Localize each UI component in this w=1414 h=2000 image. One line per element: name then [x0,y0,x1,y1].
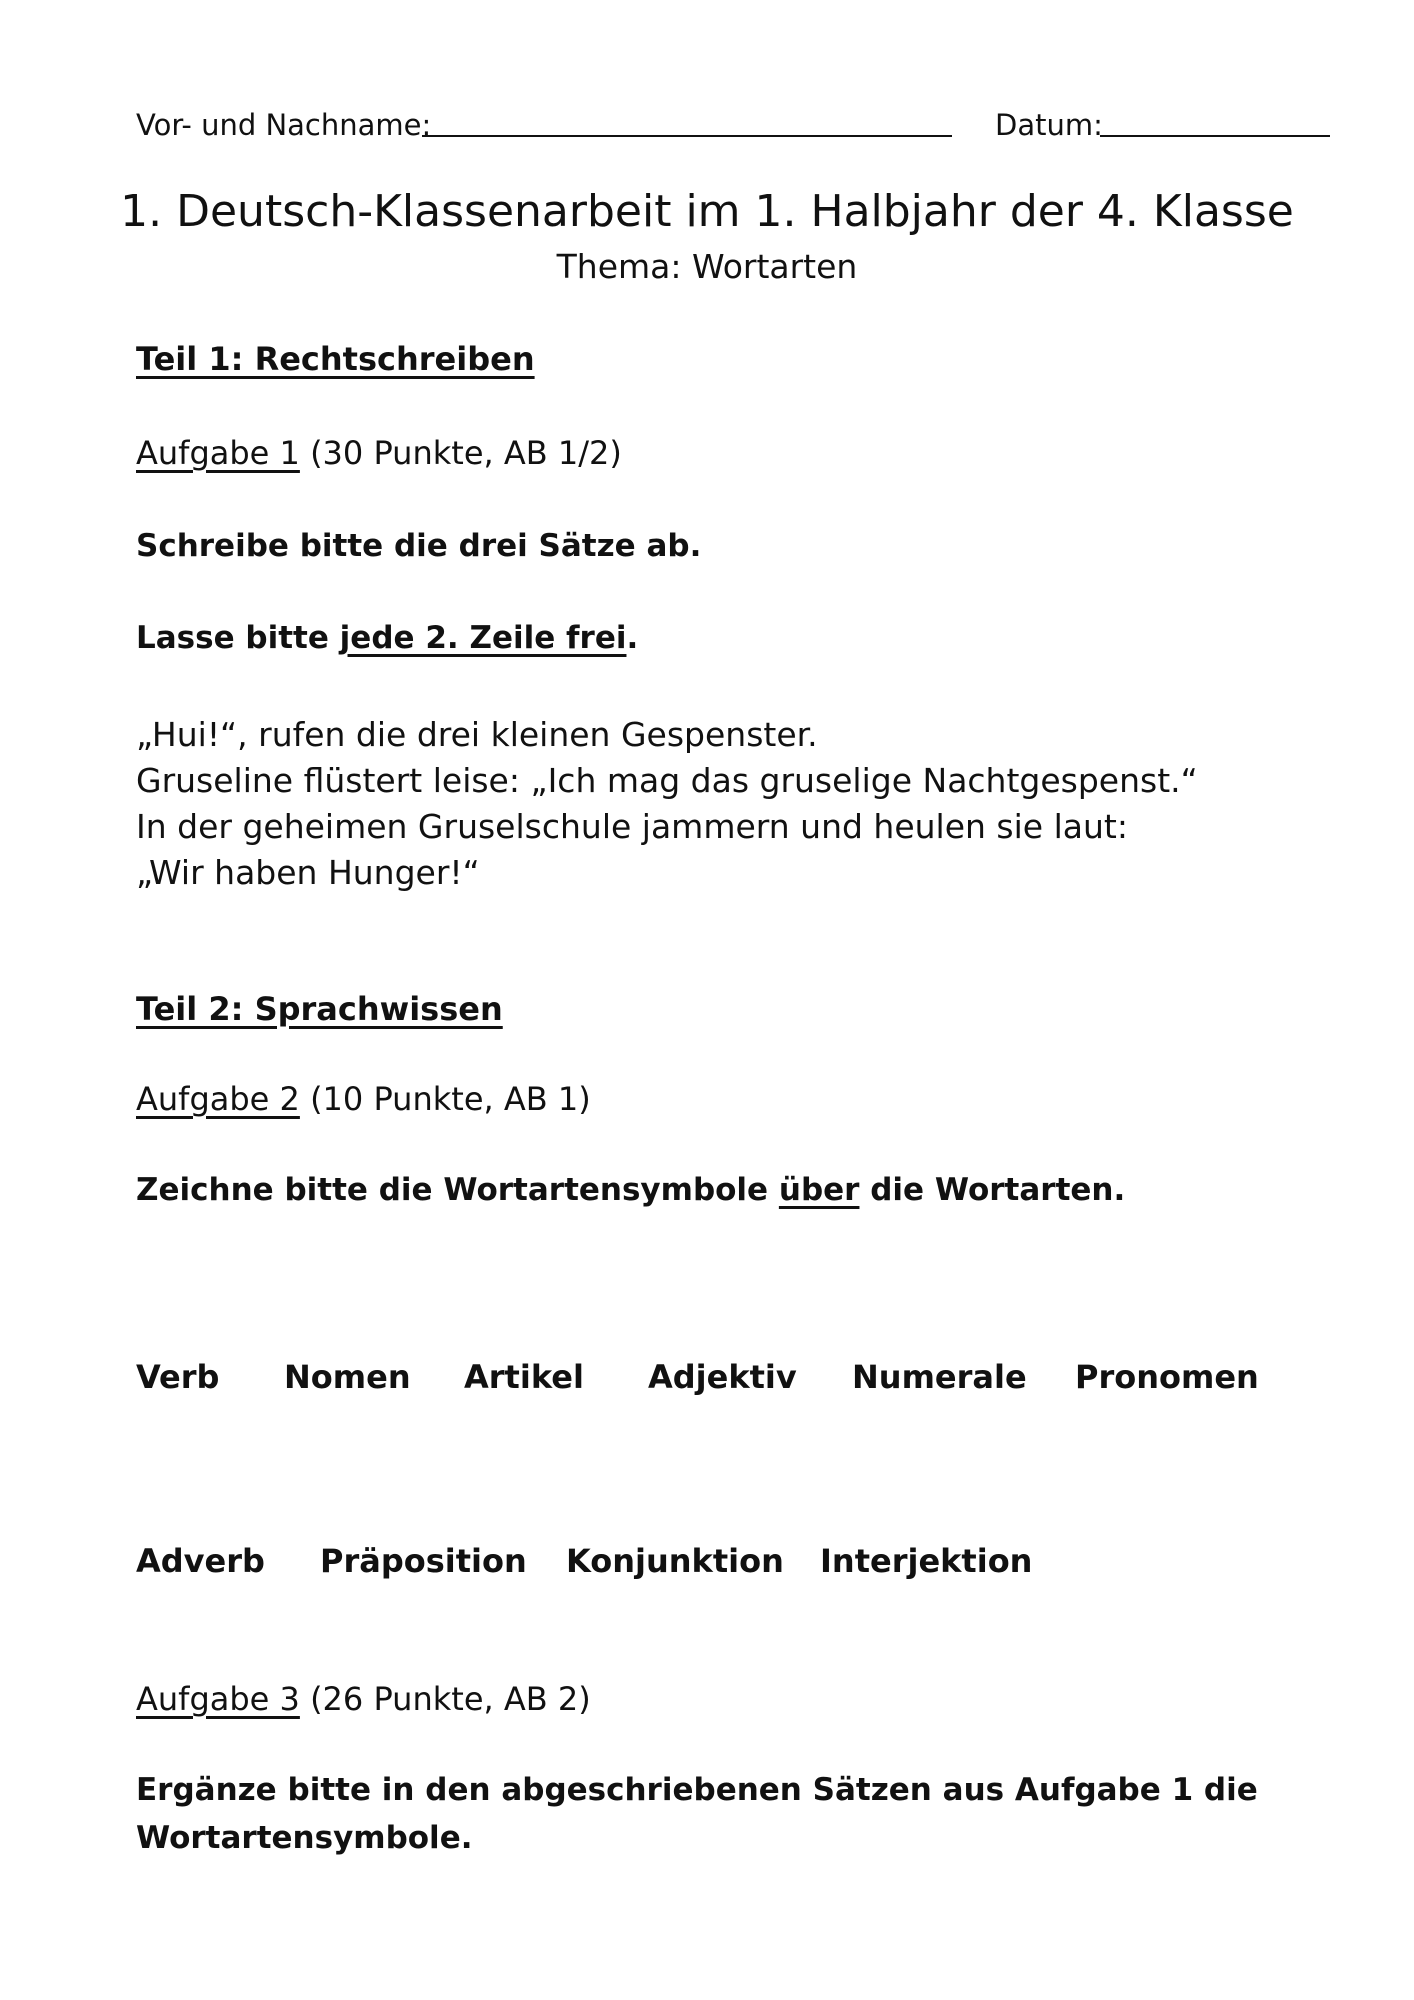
text-line: „Wir haben Hunger!“ [136,853,480,892]
task1-heading [136,434,622,472]
task3-label: Aufgabe 3 [136,1680,300,1718]
date-blank-line [1100,135,1330,137]
task3-instruction-line-2: Wortartensymbole. [136,1820,473,1856]
task2-info: (10 Punkte, AB 1) [310,1080,591,1118]
page-subtitle: Thema: Wortarten [556,247,858,286]
date-label: Datum: [995,108,1103,142]
task2-instruction [136,1172,1125,1208]
word-numerale: Numerale [852,1358,1027,1396]
task1-info: (30 Punkte, AB 1/2) [310,434,622,472]
text-line: Gruseline flüstert leise: „Ich mag das gruselige Nachtgespenst.“ [136,761,1198,800]
task2-instruction-underlined: über [778,1172,860,1208]
task1-instruction-2-suffix: . [626,620,639,656]
word-verb: Verb [136,1358,220,1396]
page-title: 1. Deutsch-Klassenarbeit im 1. Halbjahr der 4. Klasse [120,186,1294,237]
task1-instruction-2 [136,620,638,656]
task3-heading [136,1680,591,1718]
word-nomen: Nomen [284,1358,411,1396]
task2-heading [136,1080,591,1118]
task1-label: Aufgabe 1 [136,434,300,472]
word-pronomen: Pronomen [1075,1358,1259,1396]
task2-instruction-suffix: die Wortarten. [859,1172,1126,1208]
task1-instruction-2-underlined: jede 2. Zeile frei [339,620,627,656]
task1-instruction-2-prefix: Lasse bitte [136,620,340,656]
task3-info: (26 Punkte, AB 2) [310,1680,591,1718]
word-adjektiv: Adjektiv [648,1358,797,1396]
text-line: In der geheimen Gruselschule jammern und heulen sie laut: [136,807,1128,846]
part1-heading: Teil 1: Rechtschreiben [136,340,535,378]
text-line: „Hui!“, rufen die drei kleinen Gespenster. [136,715,818,754]
task1-instruction-1: Schreibe bitte die drei Sätze ab. [136,528,702,564]
word-konjunktion: Konjunktion [566,1542,784,1580]
word-interjektion: Interjektion [820,1542,1033,1580]
word-artikel: Artikel [464,1358,584,1396]
name-label: Vor- und Nachname: [136,108,432,142]
name-blank-line [422,135,952,137]
part2-heading: Teil 2: Sprachwissen [136,990,503,1028]
task2-instruction-prefix: Zeichne bitte die Wortartensymbole [136,1172,779,1208]
task2-label: Aufgabe 2 [136,1080,300,1118]
word-praeposition: Präposition [320,1542,527,1580]
word-adverb: Adverb [136,1542,265,1580]
task3-instruction-line-1: Ergänze bitte in den abgeschriebenen Sätzen aus Aufgabe 1 die [136,1772,1258,1808]
